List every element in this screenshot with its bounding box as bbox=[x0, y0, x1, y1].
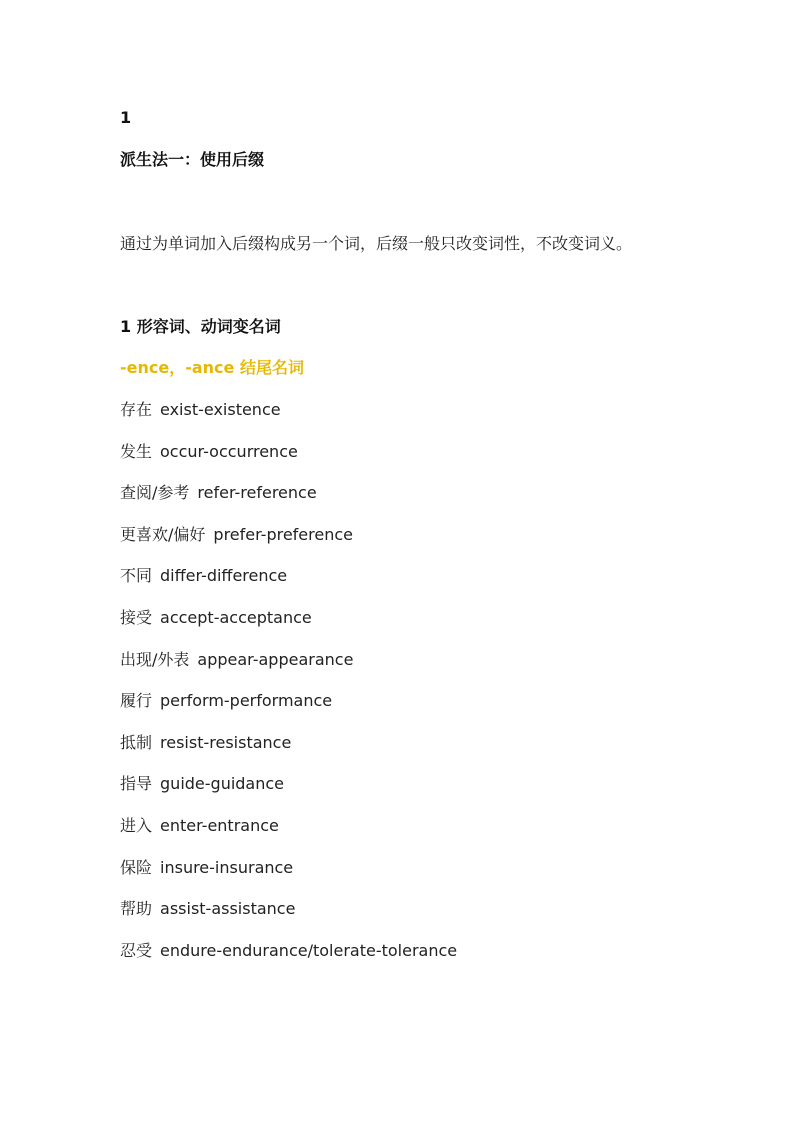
vocab-entry bbox=[120, 525, 353, 545]
document-heading: 派生法一：使用后缀 bbox=[120, 150, 265, 169]
suffix-heading: -ence，-ance 结尾名词 bbox=[120, 358, 304, 377]
vocab-english: exist-existence bbox=[160, 400, 281, 419]
vocab-english: resist-resistance bbox=[160, 733, 292, 752]
vocab-chinese: 进入 bbox=[120, 816, 153, 835]
vocab-entry bbox=[120, 400, 281, 420]
vocab-chinese: 出现/外表 bbox=[120, 650, 190, 669]
vocab-entry bbox=[120, 774, 284, 794]
vocab-chinese: 履行 bbox=[120, 691, 153, 710]
vocab-entry bbox=[120, 733, 291, 753]
vocab-english: insure-insurance bbox=[160, 858, 294, 877]
vocab-english: enter-entrance bbox=[160, 816, 279, 835]
section-title: 1 形容词、动词变名词 bbox=[120, 317, 281, 336]
vocab-english: accept-acceptance bbox=[160, 608, 312, 627]
page-number: 1 bbox=[120, 108, 132, 127]
vocab-english: assist-assistance bbox=[160, 899, 296, 918]
vocab-chinese: 更喜欢/偏好 bbox=[120, 525, 206, 544]
vocab-entry bbox=[120, 608, 312, 628]
vocab-english: endure-endurance/tolerate-tolerance bbox=[160, 941, 458, 960]
vocab-chinese: 发生 bbox=[120, 442, 153, 461]
vocab-entry bbox=[120, 566, 287, 586]
vocab-chinese: 接受 bbox=[120, 608, 153, 627]
vocab-english: refer-reference bbox=[197, 483, 317, 502]
vocab-entry bbox=[120, 858, 293, 878]
vocab-chinese: 指导 bbox=[120, 774, 153, 793]
vocab-chinese: 帮助 bbox=[120, 899, 153, 918]
vocab-chinese: 抵制 bbox=[120, 733, 153, 752]
vocab-entry bbox=[120, 483, 317, 503]
vocab-english: guide-guidance bbox=[160, 774, 285, 793]
vocab-english: occur-occurrence bbox=[160, 442, 298, 461]
vocab-entry bbox=[120, 691, 332, 711]
vocab-entry bbox=[120, 941, 457, 961]
vocab-chinese: 保险 bbox=[120, 858, 153, 877]
vocab-english: differ-difference bbox=[160, 566, 288, 585]
vocab-entry bbox=[120, 650, 353, 670]
vocab-english: prefer-preference bbox=[213, 525, 353, 544]
vocab-entry bbox=[120, 442, 298, 462]
vocab-chinese: 查阅/参考 bbox=[120, 483, 190, 502]
vocab-chinese: 存在 bbox=[120, 400, 153, 419]
vocab-chinese: 忍受 bbox=[120, 941, 153, 960]
vocab-english: appear-appearance bbox=[197, 650, 354, 669]
vocab-english: perform-performance bbox=[160, 691, 333, 710]
vocab-chinese: 不同 bbox=[120, 566, 153, 585]
vocab-entry bbox=[120, 899, 295, 919]
vocab-entry bbox=[120, 816, 279, 836]
intro-paragraph: 通过为单词加入后缀构成另一个词，后缀一般只改变词性，不改变词义。 bbox=[120, 234, 633, 253]
